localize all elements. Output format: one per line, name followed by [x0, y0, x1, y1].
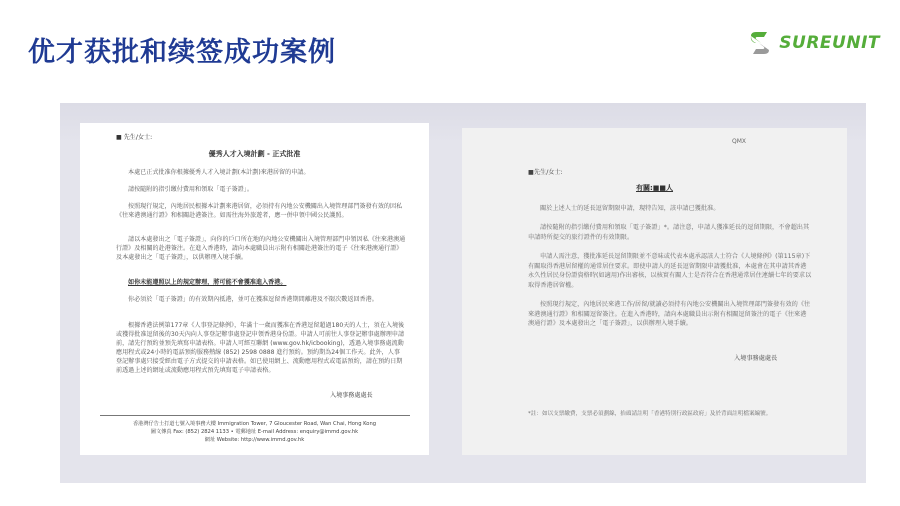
doc1-para1: 本處已正式批准你根據優秀人才入境計劃(本計劃)來港居留的申請。	[128, 169, 310, 176]
doc2-para3: 申請人需注意，獲批准延長逗留期限並不意味或代表本處承認該人士符合《人境條例》(第115章)下有關取得香港居留權的通常居住要求。即使申請人的延長逗留期限申請獲批准，本處會在其申請其香港永久性居民身份證資格時(如適用)作出審核，以核實有關人士是否符合在香港通常居住連續七年的要求以取得香港居留權。	[528, 253, 812, 289]
doc2-ref: QMX	[732, 138, 747, 145]
doc1-footer-contact: 圖文傳真 Fax: (852) 2824 1133 • 電郵地址 E-mail Address: enquiry@immd.gov.hk	[150, 429, 359, 435]
doc2-signature: 入境事務處處長	[734, 355, 778, 362]
doc1-para6: 你必須於「電子簽證」的有效期內抵港，並可在獲准逗留香港期間離港及不限次數返回香港。	[128, 296, 378, 303]
doc2-para4: 按照現行規定，內地居民來港工作/居留/就讀必須持有內地公安機關出入境管理部門簽發有效的《往來港澳通行證》和相關逗留簽注。在進入香港時，請向本處職員出示附有相關逗留簽注的電子《往來港澳通行證》及本處發出之「電子簽證」，以供辦理入境手續。	[528, 301, 811, 327]
doc1-footer-rule	[100, 415, 410, 416]
doc2-para2: 請按隨附的指引繳付費用和領取「電子簽證」*。請注意，申請人獲准延長的逗留期限，不會超出其申請時所提交的旅行證件的有效期限。	[528, 224, 810, 241]
doc1-para7: 根據香港法例第177章《人事登記條例》，年滿十一歲而獲准在香港逗留超過180天的人士，須在入境後或獲得批准逗留後的30天內向人事登記辦事處登記申領香港身份證。申請人可前往人事登記辦事處辦理申請前，請先行預約並預先填寫申請表格。申請人可經互聯網 (www.gov.hk/icbooking)，透過入境事務處流動應用程式或24小時的電話預約服務熱線 (852) 2598 0888 進行預約。預約期為24個工作天。此外，人事登記辦事處只接受經由電子方式提交的申請表格。如已使用網上、流動應用程式或電話預約，請在預約日期前透過上述的網址或流動應用程式預先填寫電子申請表格。	[116, 322, 405, 374]
doc1-para3: 按照現行規定，內地居民根據本計劃來港居留，必須持有內地公安機關出入境管理部門簽發有效的因私《往來港澳通行證》和相關赴港簽注。如需往海外旅遊者，應一併申領中國公民護照。	[116, 203, 403, 219]
doc1-para4: 請以本處發出之「電子簽證」，向你的戶口所在地的內地公安機關出入境管理部門申領因私《往來港澳通行證》及相關的赴港簽注。在進入香港時，請向本處職員出示附有相關赴港簽注的電子《往來港澳通行證》及本處發出之「電子簽證」，以供辦理入境手續。	[116, 236, 406, 261]
sureunit-logo-icon	[747, 30, 773, 56]
approval-letter-document	[80, 123, 429, 455]
doc1-para5: 如你未能遵照以上的規定辦理，將可能不會獲准進入香港。	[128, 279, 287, 286]
doc1-salutation: ■ 先生/女士:	[116, 134, 153, 141]
doc2-note: *註：如以支票繳費，支票必須劃線，抬頭請註明「香港特別行政區政府」及於背面註明檔案編號。	[528, 411, 772, 417]
extension-letter-document	[462, 128, 847, 455]
doc2-heading: 有關:■■人	[635, 184, 674, 192]
doc1-footer-website: 網址 Website: http://www.immd.gov.hk	[204, 437, 305, 443]
doc1-footer-address: 香港灣仔告士打道七號入境事務大樓 Immigration Tower, 7 Gloucester Road, Wan Chai, Hong Kong	[132, 421, 377, 427]
logo-text: SUREUNIT	[779, 33, 880, 53]
doc1-para2: 請按隨附的指引繳付費用和領取「電子簽證」。	[128, 186, 253, 193]
doc2-para1: 關於上述人士的延長逗留期限申請，現特告知，該申請已獲批准。	[540, 205, 720, 212]
doc2-salutation: ■先生/女士:	[528, 169, 563, 176]
doc1-heading: 優秀人才入境計劃 - 正式批准	[208, 150, 301, 158]
sureunit-logo	[747, 30, 880, 56]
doc1-signature: 入境事務處處長	[330, 392, 373, 399]
page-title: 优才获批和续签成功案例	[28, 37, 336, 68]
